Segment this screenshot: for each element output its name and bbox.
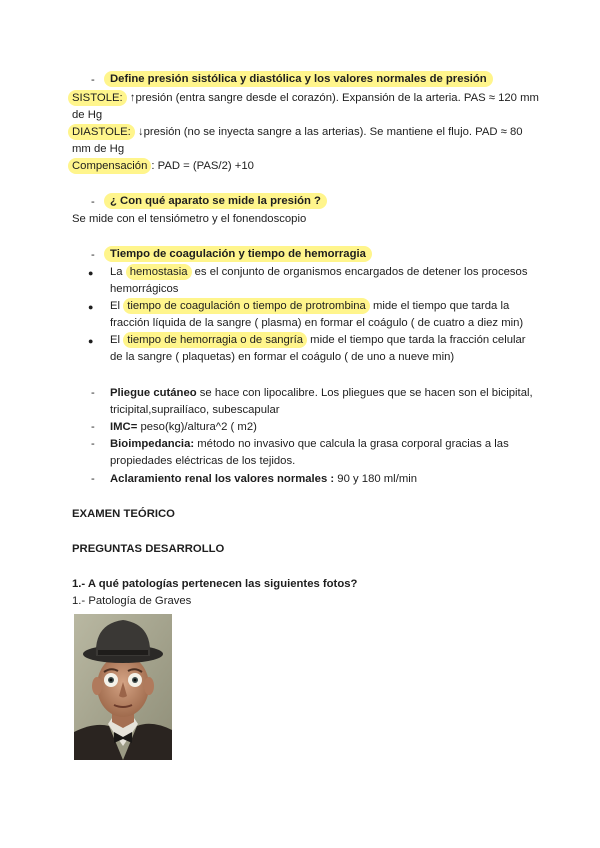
bullet-icon: ●: [88, 302, 94, 312]
coag-item-2-cont: fracción líquida de la sangre ( plasma) en formar el coágulo ( de cuatro a diez min): [110, 317, 524, 329]
bullet-icon: ●: [88, 336, 94, 346]
skinfold-label: Pliegue cutáneo: [110, 387, 197, 399]
item-highlight: tiempo de hemorragia o de sangría: [123, 332, 307, 348]
item-post: mide el tiempo que tarda la fracción celular: [307, 334, 526, 346]
renal-label: Aclaramiento renal los valores normales :: [110, 473, 335, 485]
skinfold-line: [110, 387, 533, 399]
item-highlight: tiempo de coagulación o tiempo de protrombina: [123, 298, 370, 314]
renal-text: 90 y 180 ml/min: [334, 473, 418, 485]
bioimpedance-line-2: propiedades eléctricas de los tejidos.: [110, 455, 296, 467]
list-dash: -: [91, 438, 95, 450]
heading-measure: [104, 195, 327, 207]
bmi-text: peso(kg)/altura^2 ( m2): [137, 421, 257, 433]
systole-line: [72, 92, 539, 104]
item-post: mide el tiempo que tarda la: [369, 300, 510, 312]
answer-1: 1.- Patología de Graves: [72, 595, 192, 607]
item-pre: El: [110, 300, 124, 312]
bioimpedance-label: Bioimpedancia:: [110, 438, 195, 450]
bullet-icon: ●: [88, 268, 94, 278]
heading-text: Tiempo de coagulación y tiempo de hemorragia: [104, 246, 372, 262]
item-post: es el conjunto de organismos encargados de detener los procesos: [191, 266, 528, 278]
coag-item-2: [110, 300, 509, 312]
diastole-line-2: mm de Hg: [72, 143, 125, 155]
list-dash: -: [91, 249, 95, 261]
bioimpedance-text: método no invasivo que calcula la grasa corporal gracias a las: [194, 438, 509, 450]
bioimpedance-line: [110, 438, 509, 450]
exam-title: EXAMEN TEÓRICO: [72, 508, 175, 520]
coag-item-1-cont: hemorrágicos: [110, 283, 179, 295]
item-highlight: hemostasia: [126, 264, 192, 280]
skinfold-text: se hace con lipocalibre. Los pliegues que se hacen son el bicipital,: [196, 387, 533, 399]
measure-answer: Se mide con el tensiómetro y el fonendoscopio: [72, 213, 307, 225]
item-pre: El: [110, 334, 124, 346]
bmi-label: IMC=: [110, 421, 138, 433]
heading-text: ¿ Con qué aparato se mide la presión ?: [104, 193, 327, 209]
list-dash: -: [91, 196, 95, 208]
systole-label: SISTOLE:: [68, 90, 127, 106]
patient-photo: [74, 614, 172, 760]
compensation-line: [72, 160, 254, 172]
skinfold-line-2: tricipital,suprailíaco, subescapular: [110, 404, 280, 416]
renal-line: [110, 473, 417, 485]
heading-text: Define presión sistólica y diastólica y los valores normales de presión: [104, 71, 493, 87]
patient-photo-illustration: [74, 614, 172, 760]
list-dash: -: [91, 421, 95, 433]
list-dash: -: [91, 473, 95, 485]
compensation-label: Compensación: [68, 158, 151, 174]
diastole-line: [72, 126, 523, 138]
systole-text: ↑presión (entra sangre desde el corazón). Expansión de la arteria. PAS ≈ 120 mm: [126, 92, 539, 104]
systole-line-2: de Hg: [72, 109, 103, 121]
heading-blood-pressure: [104, 73, 493, 85]
list-dash: -: [91, 387, 95, 399]
diastole-text: ↓presión (no se inyecta sangre a las arterias). Se mantiene el flujo. PAD ≈ 80: [134, 126, 523, 138]
compensation-text: : PAD = (PAS/2) +10: [151, 160, 254, 172]
bmi-line: [110, 421, 257, 433]
list-dash: -: [91, 74, 95, 86]
heading-coagulation: [104, 248, 372, 260]
item-pre: La: [110, 266, 126, 278]
exam-subtitle: PREGUNTAS DESARROLLO: [72, 543, 225, 555]
coag-item-3-cont: de la sangre ( plaquetas) en formar el coágulo ( de uno a nueve min): [110, 351, 455, 363]
question-1: 1.- A qué patologías pertenecen las siguientes fotos?: [72, 578, 358, 590]
diastole-label: DIASTOLE:: [68, 124, 135, 140]
coag-item-1: [110, 266, 527, 278]
coag-item-3: [110, 334, 526, 346]
